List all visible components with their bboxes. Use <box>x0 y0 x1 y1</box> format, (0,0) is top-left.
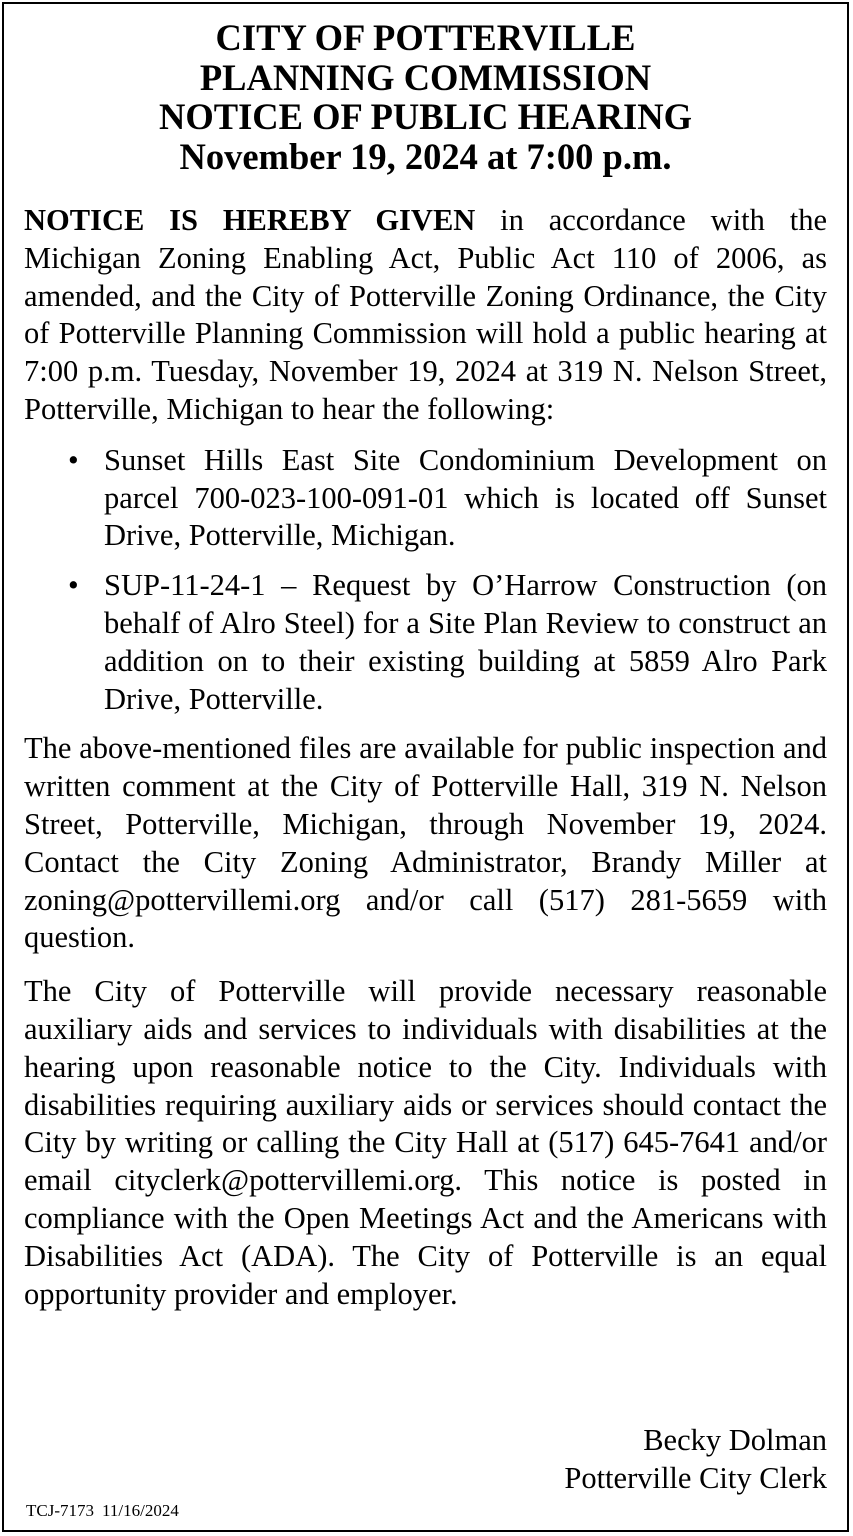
header-city: CITY OF POTTERVILLE <box>215 17 636 58</box>
item-text: SUP-11-24-1 – Request by O’Harrow Construction (on behalf of Alro Steel) for a Site Plan Review to construct an addition on to their existing building at 5859 Alro Park Drive, Potterville. <box>104 568 827 716</box>
bullet-icon: • <box>68 442 79 477</box>
header-date: November 19, 2024 at 7:00 p.m. <box>179 135 672 177</box>
public-notice <box>2 2 849 1532</box>
list-item <box>68 567 827 718</box>
intro-lead: NOTICE IS HEREBY GIVEN <box>24 203 476 237</box>
signature-block <box>564 1422 827 1498</box>
publication-reference <box>26 1501 179 1521</box>
ada-paragraph: The City of Potterville will provide necessary reasonable auxiliary aids and services to individuals with disabilities at the hearing upon reasonable notice to the City. Individuals with disabilities requiring auxiliary aids or services should contact the City by writing or calling the City Hall at (517) 645-7641 and/or email cityclerk@pottervillemi.org. This notice is posted in compliance with the Open Meetings Act and the Americans with Disabilities Act (ADA). The City of Potterville is an equal opportunity provider and employer. <box>24 974 827 1311</box>
notice-body <box>24 202 827 1313</box>
intro-paragraph <box>24 202 827 429</box>
header-notice-title: NOTICE OF PUBLIC HEARING <box>158 96 693 137</box>
files-paragraph: The above-mentioned files are available for public inspection and written comment at the City of Potterville Hall, 319 N. Nelson Street, Potterville, Michigan, through November 19, 2024. Contact the City Zoning Administrator, Brandy Miller at zoning@pottervillemi.org and/or call (517) 281-5659 with question. <box>24 731 827 955</box>
item-text: Sunset Hills East Site Condominium Development on parcel 700-023-100-091-01 which is located off Sunset Drive, Potterville, Michigan. <box>104 442 827 553</box>
signer-name: Becky Dolman <box>643 1423 827 1457</box>
reference-id: TCJ-7173 <box>26 1501 94 1520</box>
bullet-icon: • <box>68 568 79 603</box>
intro-text: in accordance with the Michigan Zoning Enabling Act, Public Act 110 of 2006, as amended, and the City of Potterville Zoning Ordinance, the City of Potterville Planning Commission will hold a public hearing at 7:00 p.m. Tuesday, November 19, 2024 at 319 N. Nelson Street, Potterville, Michigan to hear the following: <box>24 203 827 426</box>
hearing-items-list <box>24 442 827 719</box>
header-commission: PLANNING COMMISSION <box>199 56 652 98</box>
list-item <box>68 442 827 555</box>
signer-title: Potterville City Clerk <box>564 1460 827 1495</box>
publication-date: 11/16/2024 <box>102 1501 179 1520</box>
notice-header <box>4 18 847 176</box>
